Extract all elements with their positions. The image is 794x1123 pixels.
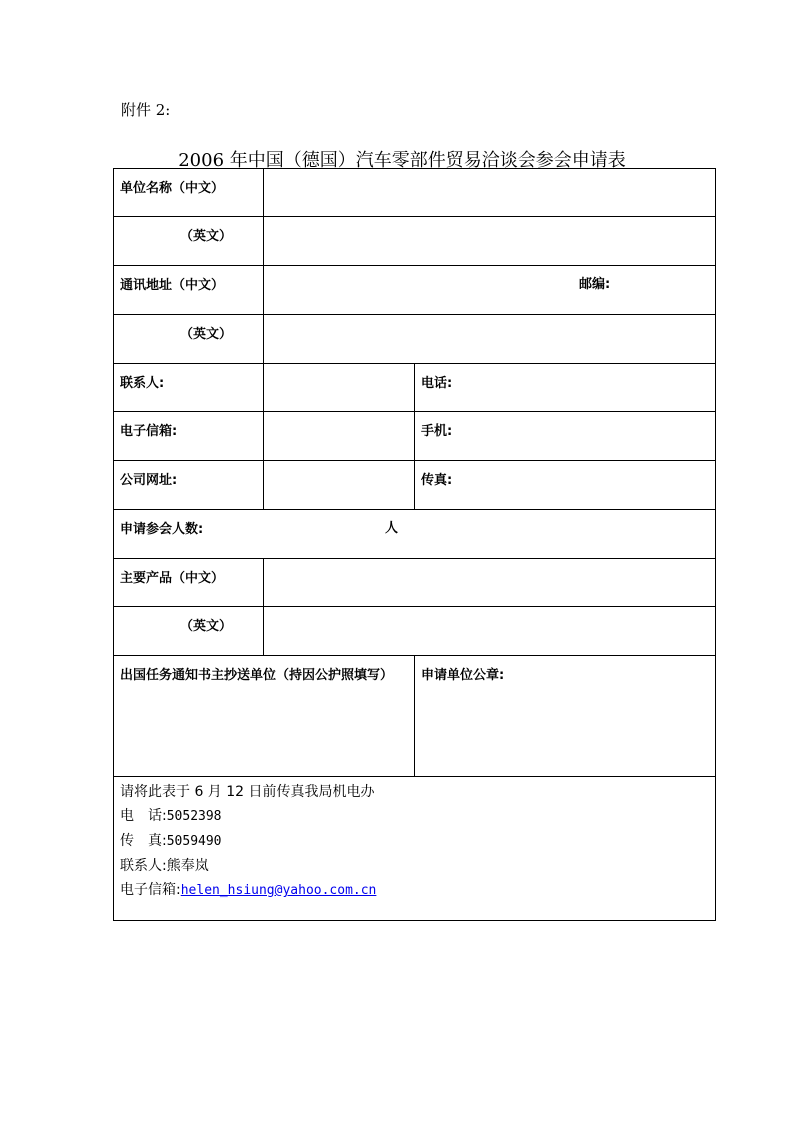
notice-recipient-field[interactable] bbox=[113, 655, 415, 777]
products-en-label-cell bbox=[113, 606, 264, 656]
contact-label-cell bbox=[113, 363, 264, 412]
unit-name-cn-label: 单位名称（中文） bbox=[120, 181, 225, 196]
notice-recipient-label: 出国任务通知书主抄送单位（持因公护照填写） bbox=[120, 668, 394, 683]
application-form-table bbox=[113, 168, 716, 921]
notes-phone-value: 5052398 bbox=[166, 809, 222, 824]
notes-contact-value: 熊奉岚 bbox=[166, 858, 209, 874]
address-cn-field[interactable] bbox=[263, 265, 716, 315]
attendees-field[interactable] bbox=[113, 509, 716, 559]
contact-field[interactable] bbox=[263, 363, 415, 412]
products-cn-field[interactable] bbox=[263, 558, 716, 607]
unit-name-en-label: （英文） bbox=[180, 229, 233, 244]
phone-field[interactable] bbox=[414, 363, 716, 412]
notes-fax-value: 5059490 bbox=[166, 834, 222, 849]
attendees-unit: 人 bbox=[385, 521, 399, 536]
notes-email-line bbox=[120, 878, 376, 903]
mobile-label: 手机: bbox=[421, 424, 453, 439]
website-label-cell bbox=[113, 460, 264, 510]
website-label: 公司网址: bbox=[120, 473, 178, 488]
address-en-label-cell bbox=[113, 314, 264, 364]
email-label-cell bbox=[113, 411, 264, 461]
products-en-field[interactable] bbox=[263, 606, 716, 656]
contact-notes bbox=[120, 780, 376, 903]
phone-label: 电话: bbox=[421, 376, 453, 391]
seal-field[interactable] bbox=[414, 655, 716, 777]
address-cn-label: 通讯地址（中文） bbox=[120, 278, 225, 293]
notes-email-link[interactable]: helen_hsiung@yahoo.com.cn bbox=[180, 883, 377, 898]
notes-phone-line bbox=[120, 804, 376, 829]
address-cn-label-cell bbox=[113, 265, 264, 315]
notes-phone-label: 电 话: bbox=[120, 808, 167, 824]
mobile-field[interactable] bbox=[414, 411, 716, 461]
notes-email-label: 电子信箱: bbox=[120, 882, 181, 898]
products-en-label: （英文） bbox=[180, 619, 233, 634]
website-field[interactable] bbox=[263, 460, 415, 510]
fax-field[interactable] bbox=[414, 460, 716, 510]
attendees-label: 申请参会人数: bbox=[120, 522, 204, 537]
address-en-field[interactable] bbox=[263, 314, 716, 364]
fax-label: 传真: bbox=[421, 473, 453, 488]
products-cn-label: 主要产品（中文） bbox=[120, 571, 225, 586]
notes-fax-line bbox=[120, 829, 376, 854]
unit-name-en-field[interactable] bbox=[263, 216, 716, 266]
unit-name-cn-label-cell bbox=[113, 168, 264, 217]
notes-fax-label: 传 真: bbox=[120, 833, 167, 849]
email-field[interactable] bbox=[263, 411, 415, 461]
form-title: 2006 年中国（德国）汽车零部件贸易洽谈会参会申请表 bbox=[178, 150, 626, 171]
notes-instruction: 请将此表于 6 月 12 日前传真我局机电办 bbox=[120, 784, 375, 800]
contact-label: 联系人: bbox=[120, 376, 165, 391]
products-cn-label-cell bbox=[113, 558, 264, 607]
email-label: 电子信箱: bbox=[120, 424, 178, 439]
address-en-label: （英文） bbox=[180, 327, 233, 342]
notes-contact-label: 联系人: bbox=[120, 858, 167, 874]
unit-name-en-label-cell bbox=[113, 216, 264, 266]
postal-code-label: 邮编: bbox=[579, 277, 611, 292]
attachment-label: 附件 2: bbox=[121, 101, 171, 119]
seal-label: 申请单位公章: bbox=[421, 668, 505, 683]
notes-contact-line bbox=[120, 854, 376, 878]
unit-name-cn-field[interactable] bbox=[263, 168, 716, 217]
